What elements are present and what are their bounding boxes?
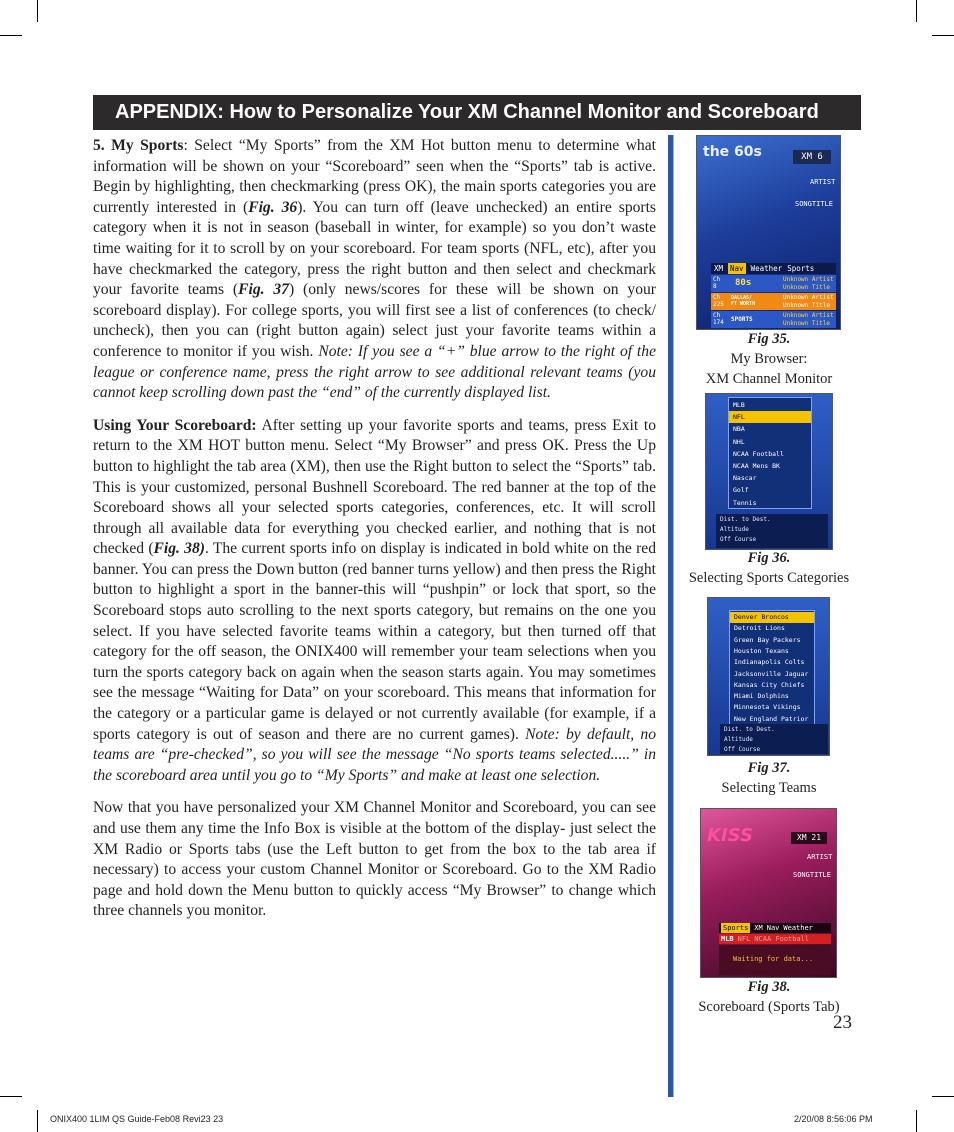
tab-xm: XM xyxy=(754,924,763,932)
info-line: Off Course xyxy=(720,536,757,543)
fig-caption-line: Scoreboard (Sports Tab) xyxy=(698,999,840,1015)
tab-nav: Nav xyxy=(766,924,780,932)
crop-mark xyxy=(0,35,22,36)
print-slug-right: 2/20/08 8:56:06 PM xyxy=(794,1114,873,1124)
row-title: Unknown Title xyxy=(783,284,830,291)
row-name: 80s xyxy=(735,278,752,288)
fig37-caption xyxy=(676,758,862,798)
tab-sports: Sports xyxy=(787,264,815,273)
lead-my-sports: 5. My Sports xyxy=(93,137,184,154)
body-text xyxy=(93,136,656,934)
crop-mark xyxy=(916,0,917,22)
list-item[interactable]: NBA xyxy=(733,425,745,434)
info-line: Dist. to Dest. xyxy=(724,726,775,733)
text-run: . The current sports info on display is indicated in bold white on the red banner. You can press the Down button (red banner turns yellow) and then press the Right button to highlight a sport in the banner-this will “pushpin” or lock that sport, so the Scoreboard stops auto scrolling to the next sports category, but remains on the one you select. If you have selected favorite teams within a category, but then turned off that category for the off season, the ONIX400 will remember your team selections when you turn the sports category back on again when the season starts again. You may sometimes see the message “Waiting for Data” on your scoreboard. This means that information for the category or a particular game is delayed or not currently available (for example, if a sports category is out of season and there are no current games). xyxy=(93,540,656,743)
crop-mark xyxy=(37,0,38,22)
artist-label: ARTIST xyxy=(807,853,833,861)
text-run: : Select “My Sports” from the XM Hot button menu to determine what information will be shown on your “Scoreboard” seen when the “Sports” tab is active. Begin by highlighting, then checkmarking (press OK), the main sports categories you are currently interested in ( xyxy=(93,137,656,216)
info-line: Off Course xyxy=(724,746,761,753)
tab-nav: Nav xyxy=(730,264,744,273)
paragraph-scoreboard xyxy=(93,416,656,787)
list-item[interactable]: Jacksonville Jaguar xyxy=(734,669,809,678)
fig-caption-line: XM Channel Monitor xyxy=(705,371,833,387)
sports-category-list xyxy=(728,397,812,509)
row-artist: Unknown Artist xyxy=(783,294,834,301)
channel-badge: XM 21 xyxy=(791,832,827,844)
crop-mark xyxy=(916,1110,917,1132)
list-item[interactable]: New England Patrior xyxy=(734,714,809,723)
paragraph-my-sports xyxy=(93,136,656,404)
channel-row xyxy=(711,293,836,310)
list-item[interactable]: MLB xyxy=(733,401,745,409)
lead-scoreboard: Using Your Scoreboard: xyxy=(93,416,257,434)
fig-caption-line: Selecting Sports Categories xyxy=(688,570,850,586)
crop-mark xyxy=(932,35,954,36)
row-name: SPORTS xyxy=(731,316,753,323)
ticker-item: NCAA Football xyxy=(754,935,810,943)
fig36-screenshot xyxy=(705,393,833,550)
row-channel: Ch 225 xyxy=(713,294,724,308)
text-run: ). You can turn off (leave unchecked) an entire sports category when it is not in season (baseball in winter, for example) so you don’t waste time waiting for it to scroll by on your scoreboard. For team sports (NFL, etc), after you have checkmarked the category, press the right button and then select and checkmark your favorite teams ( xyxy=(93,198,657,299)
list-item[interactable]: NCAA Football xyxy=(733,449,784,458)
song-label: SONGTITLE xyxy=(793,871,831,879)
row-channel: Ch 174 xyxy=(713,312,724,326)
list-item[interactable]: Miami Dolphins xyxy=(734,692,789,701)
fig-ref: Fig. 38) xyxy=(153,540,205,558)
paragraph-closing: Now that you have personalized your XM Channel Monitor and Scoreboard, you can see and use them any time the Info Box is visible at the bottom of the display- just select the XM Radio or Sports tabs (use the Left button to get from the box to the tab area if necessary) to access your custom Channel Monitor or Scoreboard. Go to the XM Radio page and hold down the Menu button to quickly access “My Browser” to change which three channels you monitor. xyxy=(93,799,656,920)
fig37-screenshot xyxy=(707,597,830,756)
crop-mark xyxy=(37,1110,38,1132)
logo: KISS xyxy=(707,825,753,846)
tab-sports: Sports xyxy=(723,924,749,932)
song-label: SONGTITLE xyxy=(795,200,833,208)
row-name: DALLAS/ FT WORTH xyxy=(731,295,756,307)
appendix-banner: APPENDIX: How to Personalize Your XM Channel Monitor and Scoreboard xyxy=(93,95,861,130)
logo: the 60s xyxy=(703,144,762,160)
info-line: Altitude xyxy=(724,736,753,743)
fig36-caption xyxy=(676,548,862,588)
list-item[interactable]: Detroit Lions xyxy=(734,624,785,633)
list-item[interactable]: Denver Broncos xyxy=(730,612,814,623)
text-run: ) (only news/scores for these will be shown on your scoreboard display). For college sports, you will first see a list of conferences (to check/ uncheck), then you can (right button again) select just your favorite teams within a conference to monitor if you wish. xyxy=(93,281,656,360)
ticker-item: NFL xyxy=(737,935,751,943)
fig-caption-line: My Browser: xyxy=(730,351,808,367)
list-item[interactable]: Kansas City Chiefs xyxy=(734,680,805,689)
note-text: Note: by default, no teams are “pre-checked”, so you will see the message “No sports teams selected.....” in the scoreboard area until you go to “My Sports” and make at least one selection. xyxy=(93,725,657,784)
sports-ticker xyxy=(719,934,831,944)
tab-xm: XM xyxy=(714,264,724,273)
crop-mark xyxy=(932,1096,954,1097)
list-item[interactable]: Houston Texans xyxy=(734,646,789,655)
ticker-item: MLB xyxy=(721,935,734,943)
crop-mark xyxy=(0,1096,22,1097)
list-item[interactable]: NFL xyxy=(729,411,811,423)
list-item[interactable]: NCAA Mens BK xyxy=(733,462,780,470)
list-item[interactable]: Indianapolis Colts xyxy=(734,658,805,667)
page-number: 23 xyxy=(833,1012,852,1033)
fig-label: Fig 38. xyxy=(747,979,791,995)
nav-info-box xyxy=(716,514,828,548)
row-artist: Unknown Artist xyxy=(783,276,834,283)
tab-bar xyxy=(719,923,831,933)
fig35-screenshot xyxy=(696,135,841,330)
tab-bar xyxy=(711,263,836,274)
text-run: After setting up your favorite sports and teams, press Exit to return to the XM HOT button menu. Select “My Browser” and press OK. Press the Up button to highlight the tab area (XM), then use the Right button to select the “Sports” tab. This is your customized, personal Bushnell Scoreboard. The red banner at the top of the Scoreboard shows all your selected sports categories, conferences, etc. It will scroll through all available data for everything you checked earlier, and nothing that is not checked ( xyxy=(93,416,657,558)
fig38-caption xyxy=(676,977,862,1017)
tab-weather: Weather xyxy=(750,264,783,273)
list-item[interactable]: Minnesota Vikings xyxy=(734,703,801,712)
row-title: Unknown Title xyxy=(783,302,830,309)
info-line: Altitude xyxy=(720,526,749,533)
list-item[interactable]: Tennis xyxy=(733,498,757,507)
row-title: Unknown Title xyxy=(783,320,830,327)
scoreboard-area xyxy=(719,945,831,975)
list-item[interactable]: Nascar xyxy=(733,474,757,483)
fig-label: Fig 35. xyxy=(747,331,791,347)
print-slug-left: ONIX400 1LIM QS Guide-Feb08 Revi23 23 xyxy=(50,1114,224,1124)
fig-ref: Fig. 37 xyxy=(238,281,289,299)
info-line: Dist. to Dest. xyxy=(720,516,771,523)
channel-row xyxy=(711,311,836,328)
fig35-caption xyxy=(676,329,862,389)
list-item[interactable]: NHL xyxy=(733,437,745,446)
artist-label: ARTIST xyxy=(810,178,836,186)
fig-label: Fig 36. xyxy=(747,550,791,566)
row-artist: Unknown Artist xyxy=(783,312,834,319)
team-list xyxy=(729,610,815,730)
list-item[interactable]: Golf xyxy=(733,486,749,495)
fig-label: Fig 37. xyxy=(747,760,791,776)
column-divider xyxy=(673,135,674,1097)
list-item[interactable]: Green Bay Packers xyxy=(734,635,801,644)
nav-info-box xyxy=(720,724,828,754)
tab-weather: Weather xyxy=(783,924,813,932)
note-text: Note: If you see a “+” blue arrow to the right of the league or conference name, press the right arrow to see additional relevant teams (you cannot keep scrolling down past the “end” of the currently displayed list. xyxy=(93,342,656,402)
channel-badge: XM 6 xyxy=(793,150,831,164)
fig38-screenshot xyxy=(700,808,837,978)
fig-caption-line: Selecting Teams xyxy=(721,780,817,796)
fig-ref: Fig. 36 xyxy=(248,198,298,216)
row-channel: Ch 8 xyxy=(713,276,721,290)
waiting-message: Waiting for data... xyxy=(733,955,814,963)
channel-row xyxy=(711,275,836,292)
